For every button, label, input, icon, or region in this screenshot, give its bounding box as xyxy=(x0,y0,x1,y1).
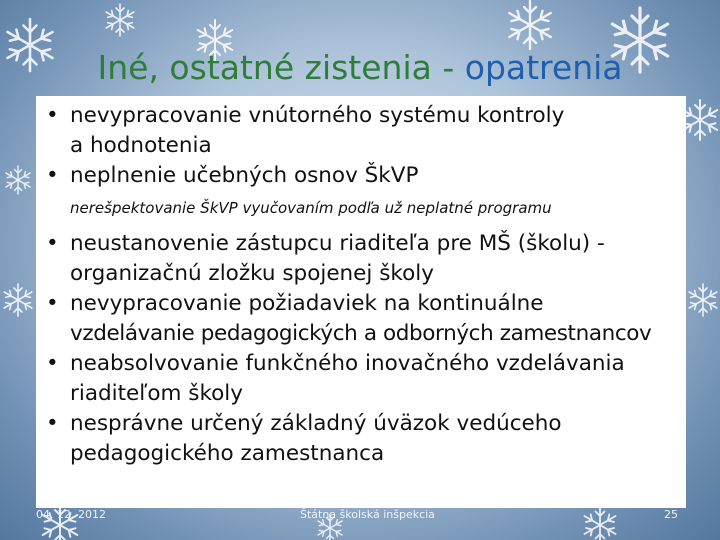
bullet-line: neplnenie učebných osnov ŠkVP xyxy=(70,163,419,188)
bullet-item xyxy=(46,409,686,469)
bullet-line: vzdelávanie pedagogických a odborných zamestnancov xyxy=(70,321,652,346)
bullet-line: riaditeľom školy xyxy=(70,381,243,406)
snowflake-icon xyxy=(4,284,32,316)
bullet-line: nesprávne určený základný úväzok vedúceho xyxy=(70,411,562,436)
bullet-line: pedagogického zamestnanca xyxy=(70,441,385,466)
bullet-line: nevypracovanie vnútorného systému kontroly xyxy=(70,103,565,128)
bullet-line: organizačnú zložku spojenej školy xyxy=(70,261,434,286)
bullet-line: neustanovenie zástupcu riaditeľa pre MŠ (školu) - xyxy=(70,231,605,256)
bullet-marker: • xyxy=(46,163,59,188)
snowflake-icon xyxy=(509,1,551,49)
bullet-item xyxy=(46,161,686,191)
snowflake-icon xyxy=(6,166,30,194)
snowflake-icon xyxy=(584,507,615,540)
footer-page-number: 25 xyxy=(664,508,678,521)
snowflake-icon xyxy=(106,4,134,36)
snowflake-icon xyxy=(683,100,718,140)
bullet-marker: • xyxy=(46,411,59,436)
bullet-marker: • xyxy=(46,103,59,128)
bullet-note: nerešpektovanie ŠkVP vyučovaním podľa už neplatné programu xyxy=(70,199,552,217)
bullet-line: a hodnotenia xyxy=(70,133,212,158)
footer-date: 04. 12. 2012 xyxy=(36,508,106,521)
bullet-marker: • xyxy=(46,231,59,256)
slide-title xyxy=(0,46,720,90)
bullet-list xyxy=(46,101,686,469)
title-separator: - xyxy=(431,48,465,87)
bullet-line: neabsolvovanie funkčného inovačného vzdelávania xyxy=(70,351,625,376)
title-accent: opatrenia xyxy=(464,48,623,87)
snowflake-icon xyxy=(689,284,717,316)
footer-organization: Štátna školská inšpekcia xyxy=(300,508,435,521)
title-main: Iné, ostatné zistenia xyxy=(97,48,432,87)
bullet-item xyxy=(46,101,686,161)
bullet-item xyxy=(46,349,686,409)
bullet-line: nevypracovanie požiadaviek na kontinuálne xyxy=(70,291,544,316)
bullet-marker: • xyxy=(46,351,59,376)
bullet-item xyxy=(46,289,686,349)
bullet-item xyxy=(46,229,686,289)
bullet-marker: • xyxy=(46,291,59,316)
